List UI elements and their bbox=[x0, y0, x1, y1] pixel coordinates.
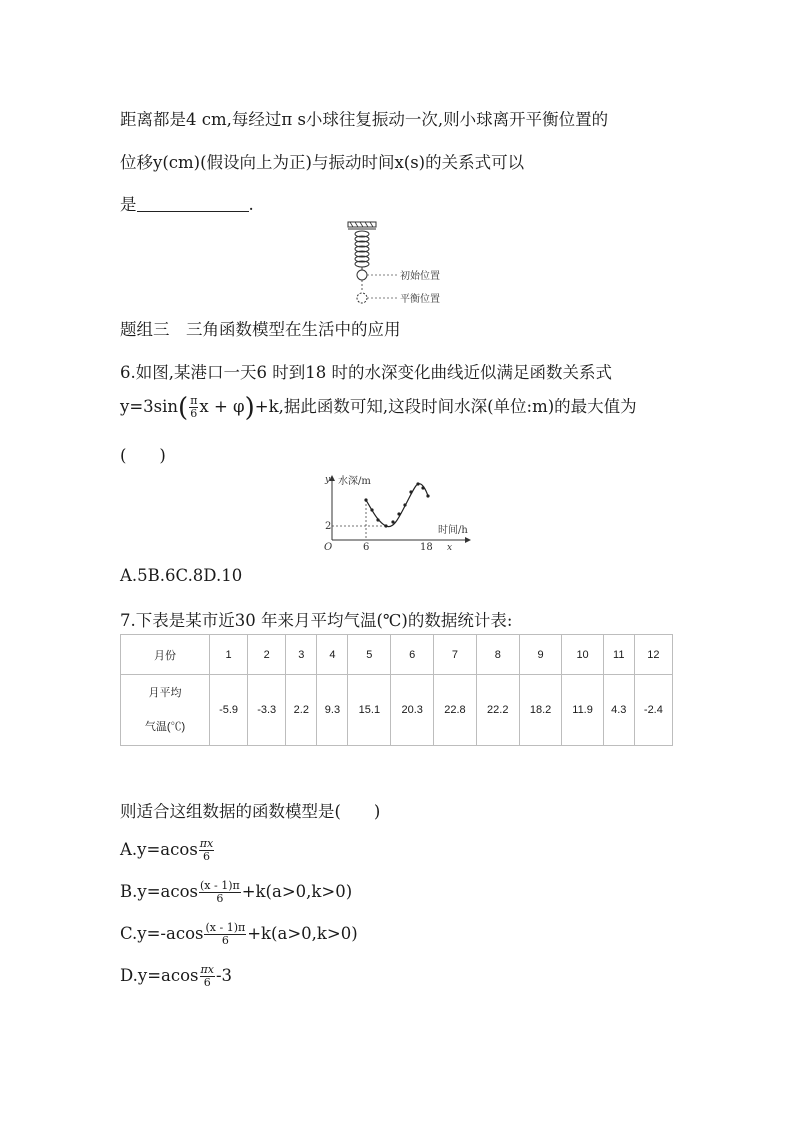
q6-formula-line bbox=[120, 393, 637, 423]
opt-a-den: 6 bbox=[203, 850, 211, 863]
q6-formula-prefix: y=3sin bbox=[120, 397, 179, 416]
answer-blank bbox=[137, 197, 249, 212]
q6-formula-suffix: +k,据此函数可知,这段时间水深(单位:m)的最大值为 bbox=[254, 397, 637, 416]
opt-a-prefix: A.y=acos bbox=[120, 840, 198, 859]
opt-d-suffix: -3 bbox=[215, 966, 233, 985]
month-cell: 12 bbox=[634, 635, 672, 675]
q6-text-line1: 6.如图,某港口一天6 时到18 时的水深变化曲线近似满足函数关系式 bbox=[120, 363, 612, 382]
opt-b-suffix: +k(a>0,k>0) bbox=[241, 882, 353, 901]
q5-text-line2: 位移y(cm)(假设向上为正)与振动时间x(s)的关系式可以 bbox=[120, 153, 525, 172]
temperature-table bbox=[120, 634, 673, 746]
opt-d-fraction bbox=[200, 964, 215, 989]
q6-answer-paren: ( ) bbox=[120, 446, 166, 465]
x-tick-18: 18 bbox=[420, 542, 433, 553]
opt-c-prefix: C.y=-acos bbox=[120, 924, 204, 943]
x-tick-6: 6 bbox=[363, 542, 370, 553]
month-cell: 11 bbox=[603, 635, 634, 675]
q5-line3-prefix: 是 bbox=[120, 195, 137, 214]
q5-text-line3 bbox=[120, 191, 254, 215]
ball-equilibrium bbox=[357, 293, 367, 303]
ceiling-mount bbox=[348, 222, 376, 230]
temp-cell: -2.4 bbox=[634, 675, 672, 746]
opt-b-prefix: B.y=acos bbox=[120, 882, 198, 901]
month-cell: 4 bbox=[317, 635, 348, 675]
temp-cell: -3.3 bbox=[248, 675, 286, 746]
spring-coil bbox=[355, 231, 369, 270]
temp-cell: -5.9 bbox=[210, 675, 248, 746]
opt-a-num: πx bbox=[199, 837, 214, 850]
opt-a-fraction bbox=[199, 838, 214, 863]
q5-line3-suffix: . bbox=[248, 195, 254, 214]
header-avg-temp bbox=[121, 675, 210, 746]
q7-stem: 7.下表是某市近30 年来月平均气温(℃)的数据统计表: bbox=[120, 611, 513, 630]
temp-cell: 4.3 bbox=[603, 675, 634, 746]
water-depth-graph bbox=[318, 470, 478, 556]
table-row-months bbox=[121, 635, 673, 675]
y-axis-title: 水深/m bbox=[338, 476, 371, 487]
temp-cell: 22.8 bbox=[434, 675, 477, 746]
q7-option-c bbox=[120, 922, 358, 947]
header-avg-temp-line1: 月平均 bbox=[148, 687, 182, 699]
month-cell: 10 bbox=[562, 635, 603, 675]
temp-cell: 22.2 bbox=[476, 675, 519, 746]
month-cell: 3 bbox=[286, 635, 317, 675]
header-avg-temp-line2: 气温(℃) bbox=[144, 721, 186, 733]
q7-question: 则适合这组数据的函数模型是( ) bbox=[120, 802, 381, 821]
depth-curve bbox=[366, 484, 428, 527]
month-cell: 5 bbox=[348, 635, 391, 675]
opt-b-num: (x - 1)π bbox=[200, 879, 240, 892]
opt-c-num: (x - 1)π bbox=[205, 921, 246, 934]
q7-option-d bbox=[120, 964, 232, 989]
q5-text-line1: 距离都是4 cm,每经过π s小球往复振动一次,则小球离开平衡位置的 bbox=[120, 110, 609, 129]
frac-numerator: π bbox=[190, 394, 198, 407]
temp-cell: 18.2 bbox=[519, 675, 562, 746]
opt-d-den: 6 bbox=[203, 976, 211, 989]
label-initial-position: 初始位置 bbox=[400, 271, 440, 282]
ball-initial bbox=[357, 270, 367, 280]
y-axis-var: y bbox=[325, 475, 331, 485]
month-cell: 8 bbox=[476, 635, 519, 675]
month-cell: 7 bbox=[434, 635, 477, 675]
origin-label: O bbox=[324, 542, 333, 553]
left-paren: ( bbox=[178, 393, 189, 423]
header-month: 月份 bbox=[121, 635, 210, 675]
opt-c-den: 6 bbox=[221, 934, 229, 947]
opt-d-num: πx bbox=[200, 963, 214, 976]
q6-formula-inner: x + φ bbox=[199, 397, 245, 416]
month-cell: 6 bbox=[391, 635, 434, 675]
q7-option-b bbox=[120, 880, 352, 905]
month-cell: 1 bbox=[210, 635, 248, 675]
table-row-temps bbox=[121, 675, 673, 746]
month-cell: 9 bbox=[519, 635, 562, 675]
section-title: 题组三 三角函数模型在生活中的应用 bbox=[120, 320, 401, 339]
y-tick-2: 2 bbox=[325, 521, 332, 532]
pi-over-6-fraction bbox=[189, 395, 198, 420]
opt-c-suffix: +k(a>0,k>0) bbox=[247, 924, 358, 943]
frac-denominator: 6 bbox=[190, 407, 198, 420]
opt-d-prefix: D.y=acos bbox=[120, 966, 199, 985]
x-axis-title: 时间/h bbox=[438, 525, 468, 536]
label-equilibrium-position: 平衡位置 bbox=[400, 294, 440, 305]
opt-b-den: 6 bbox=[216, 892, 224, 905]
month-cell: 2 bbox=[248, 635, 286, 675]
x-axis-var: x bbox=[447, 543, 453, 553]
q7-option-a bbox=[120, 838, 215, 863]
q6-options: A.5B.6C.8D.10 bbox=[120, 566, 243, 585]
opt-c-fraction bbox=[204, 922, 246, 947]
temp-cell: 11.9 bbox=[562, 675, 603, 746]
temp-cell: 2.2 bbox=[286, 675, 317, 746]
temp-cell: 15.1 bbox=[348, 675, 391, 746]
temp-cell: 9.3 bbox=[317, 675, 348, 746]
right-paren: ) bbox=[244, 393, 255, 423]
temp-cell: 20.3 bbox=[391, 675, 434, 746]
opt-b-fraction bbox=[199, 880, 241, 905]
spring-figure bbox=[340, 220, 460, 308]
